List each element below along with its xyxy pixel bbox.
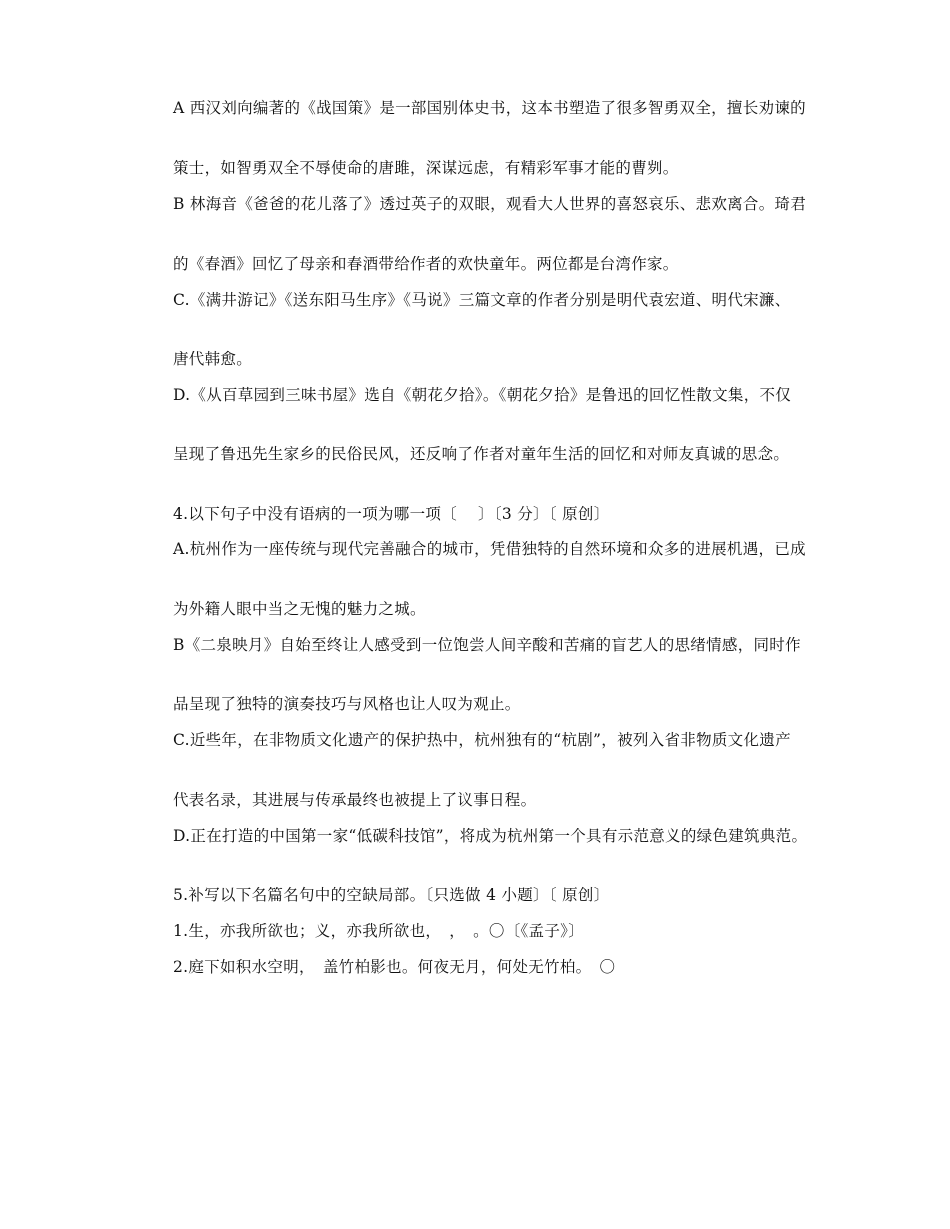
option-d-line-1: D.《从百草园到三味书屋》选自《朝花夕拾》。《朝花夕拾》是鲁迅的回忆性散文集，不仅 bbox=[173, 386, 792, 404]
q5-item-1: 1.生，亦我所欲也；义，亦我所欲也， ， 。〇〔《孟子》〕 bbox=[173, 922, 584, 940]
q4-option-d: D.正在打造的中国第一家“低碳科技馆”，将成为杭州第一个具有示范意义的绿色建筑典范。 bbox=[173, 827, 808, 845]
q4-option-b-line-1: B《二泉映月》自始至终让人感受到一位饱尝人间辛酸和苦痛的盲艺人的思绪情感，同时作 bbox=[173, 636, 801, 654]
q5-item-2: 2.庭下如积水空明， 盖竹柏影也。何夜无月，何处无竹柏。 〇 bbox=[173, 958, 616, 976]
option-a-line-2: 策士，如智勇双全不辱使命的唐雎，深谋远虑，有精彩军事才能的曹刿。 bbox=[173, 159, 679, 177]
q4-option-b-line-2: 品呈现了独特的演奏技巧与风格也让人叹为观止。 bbox=[173, 695, 521, 713]
option-b-line-1: B 林海音《爸爸的花儿落了》透过英子的双眼，观看大人世界的喜怒哀乐、悲欢离合。琦君 bbox=[173, 195, 807, 213]
option-d-line-2: 呈现了鲁迅先生家乡的民俗民风，还反响了作者对童年生活的回忆和对师友真诚的思念。 bbox=[173, 445, 790, 463]
option-c-line-2: 唐代韩愈。 bbox=[173, 350, 253, 368]
q4-option-c-line-1: C.近些年，在非物质文化遗产的保护热中，杭州独有的“杭剧”，被列入省非物质文化遗产 bbox=[173, 731, 791, 749]
option-a-line-1: A 西汉刘向编著的《战国策》是一部国别体史书，这本书塑造了很多智勇双全，擅长劝谏的 bbox=[173, 99, 806, 117]
option-c-line-1: C.《满井游记》《送东阳马生序》《马说》三篇文章的作者分别是明代袁宏道、明代宋濂、 bbox=[173, 291, 791, 309]
question-5-title: 5.补写以下名篇名句中的空缺局部。〔只选做 4 小题〕〔 原创〕 bbox=[173, 886, 610, 904]
q4-option-a-line-2: 为外籍人眼中当之无愧的魅力之城。 bbox=[173, 600, 426, 618]
q4-option-c-line-2: 代表名录，其进展与传承最终也被提上了议事日程。 bbox=[173, 791, 537, 809]
option-b-line-2: 的《春酒》回忆了母亲和春酒带给作者的欢快童年。两位都是台湾作家。 bbox=[173, 255, 679, 273]
question-4-title: 4.以下句子中没有语病的一项为哪一项〔 〕〔3 分〕〔 原创〕 bbox=[173, 505, 610, 523]
q4-option-a-line-1: A.杭州作为一座传统与现代完善融合的城市，凭借独特的自然环境和众多的进展机遇，已成 bbox=[173, 540, 806, 558]
